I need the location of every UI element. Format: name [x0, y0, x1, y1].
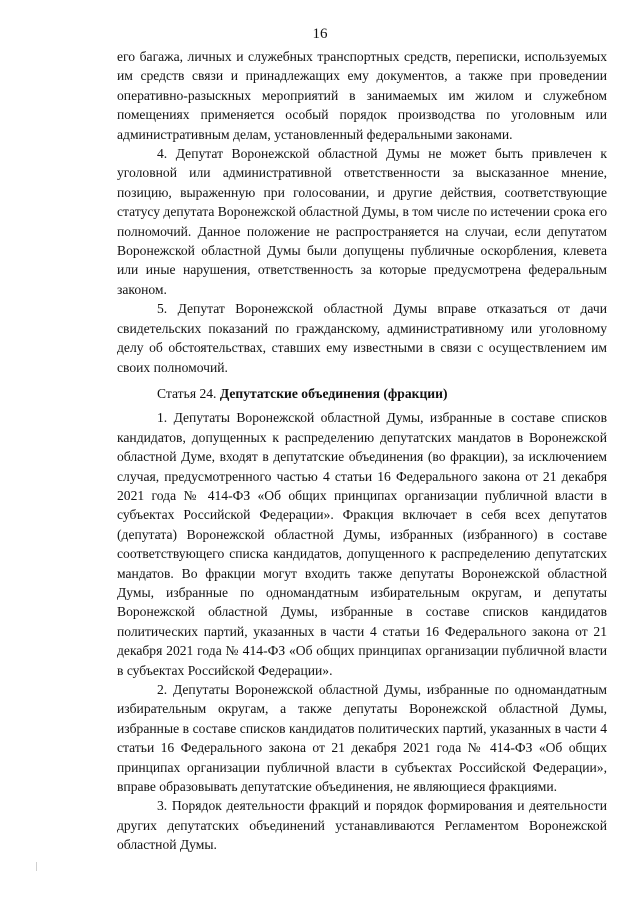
- page-number: 16: [312, 26, 328, 42]
- document-body: [117, 47, 607, 855]
- article-heading: [117, 384, 607, 403]
- article-paragraph-2: 2. Депутаты Воронежской областной Думы, избранные по одномандатным избирательным округам, а также депутаты Воронежской областной Думы, избранные в составе списков кандидатов политических партий, указанных в части 4 статьи 16 Федерального закона от 21 декабря 2021 года № 414-ФЗ «Об общих принципах организации публичной власти в субъектах Российской Федерации», вправе образовывать депутатские объединения, не являющиеся фракциями.: [117, 682, 607, 795]
- paragraph-continuation: его багажа, личных и служебных транспортных средств, переписки, используемых им средств связи и принадлежащих ему документов, а также при проведении оперативно-разыскных мероприятий в занимаемых им жилом и служебном помещениях применяется особый порядок производства по уголовным или административным делам, установленный федеральными законами.: [117, 49, 607, 142]
- scan-mark: [36, 862, 37, 871]
- article-paragraph-3: 3. Порядок деятельности фракций и порядок формирования и деятельности других депутатских объединений устанавливаются Регламентом Воронежской областной Думы.: [117, 798, 607, 853]
- article-number: Статья 24.: [157, 385, 220, 401]
- paragraph-item-4: 4. Депутат Воронежской областной Думы не может быть привлечен к уголовной или административной ответственности за высказанное мнение, позицию, выраженную при голосовании, и другие действия, соответствующие статусу депутата Воронежской областной Думы, в том числе по истечении срока его полномочий. Данное положение не распространяется на случаи, если депутатом Воронежской областной Думы были допущены публичные оскорбления, клевета или иные нарушения, ответственность за которые предусмотрена федеральным законом.: [117, 146, 607, 297]
- paragraph-item-5: 5. Депутат Воронежской областной Думы вправе отказаться от дачи свидетельских показаний по гражданскому, административному или уголовному делу об обстоятельствах, ставших ему известными в связи с осуществлением им своих полномочий.: [117, 301, 607, 375]
- article-paragraph-1: 1. Депутаты Воронежской областной Думы, избранные в составе списков кандидатов, допущенных к распределению депутатских мандатов в Воронежской областной Думе, входят в депутатские объединения (во фракции), за исключением случая, предусмотренного частью 4 статьи 16 Федерального закона от 21 декабря 2021 года № 414-ФЗ «Об общих принципах организации публичной власти в субъектах Российской Федерации». Фракция включает в себя всех депутатов (депутата) Воронежской областной Думы, избранных (избранного) в составе соответствующего списка кандидатов, допущенного к распределению депутатских мандатов. Во фракции могут входить также депутаты Воронежской областной Думы, избранные по одномандатным избирательным округам, и депутаты Воронежской областной Думы, избранные в составе списков кандидатов политических партий, указанных в части 4 статьи 16 Федерального закона от 21 декабря 2021 года № 414-ФЗ «Об общих принципах организации публичной власти в субъектах Российской Федерации».: [117, 410, 607, 678]
- article-title: Депутатские объединения (фракции): [219, 385, 448, 401]
